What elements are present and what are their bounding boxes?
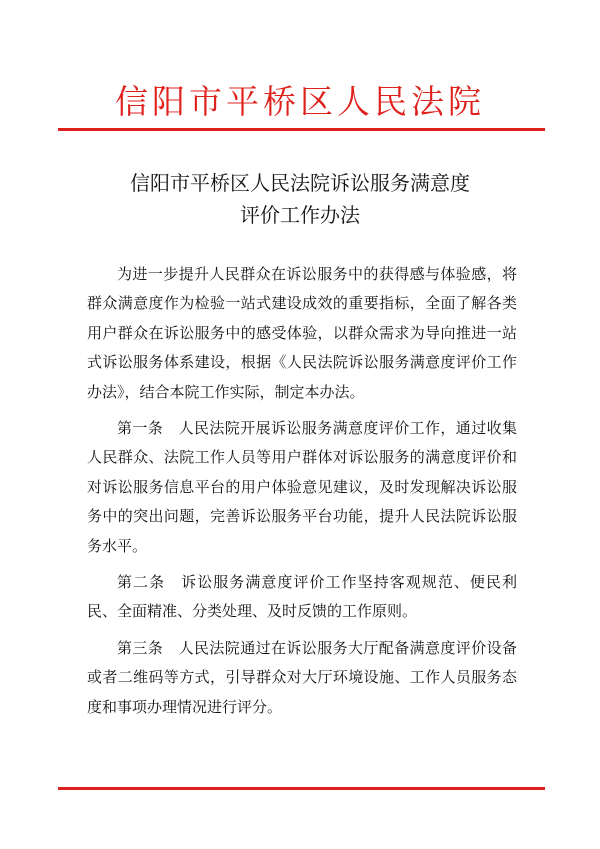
header-red-rule bbox=[58, 128, 545, 131]
document-title-line-2: 评价工作办法 bbox=[240, 203, 360, 227]
article-3-paragraph: 第三条 人民法院通过在诉讼服务大厅配备满意度评价设备或者二维码等方式，引导群众对大厅环境设施、工作人员服务态度和事项办理情况进行评分。 bbox=[87, 638, 517, 716]
document-title-line-1: 信阳市平桥区人民法院诉讼服务满意度 bbox=[130, 171, 470, 195]
document-body bbox=[87, 260, 517, 729]
preamble-paragraph: 为进一步提升人民群众在诉讼服务中的获得感与体验感，将群众满意度作为检验一站式建设成效的重要指标，全面了解各类用户群众在诉讼服务中的感受体验，以群众需求为导向推进一站式诉讼服务体系建设，根据《人民法院诉讼服务满意度评价工作办法》，结合本院工作实际，制定本办法。 bbox=[87, 265, 517, 401]
court-name-header: 信阳市平桥区人民法院 bbox=[115, 82, 485, 121]
article-2-paragraph: 第二条 诉讼服务满意度评价工作坚持客观规范、便民利民、全面精准、分类处理、及时反馈的工作原则。 bbox=[87, 573, 517, 621]
footer-red-rule bbox=[58, 787, 545, 790]
article-1-paragraph: 第一条 人民法院开展诉讼服务满意度评价工作，通过收集人民群众、法院工作人员等用户群体对诉讼服务的满意度评价和对诉讼服务信息平台的用户体验意见建议，及时发现解决诉讼服务中的突出问题，完善诉讼服务平台功能，提升人民法院诉讼服务水平。 bbox=[87, 419, 517, 555]
